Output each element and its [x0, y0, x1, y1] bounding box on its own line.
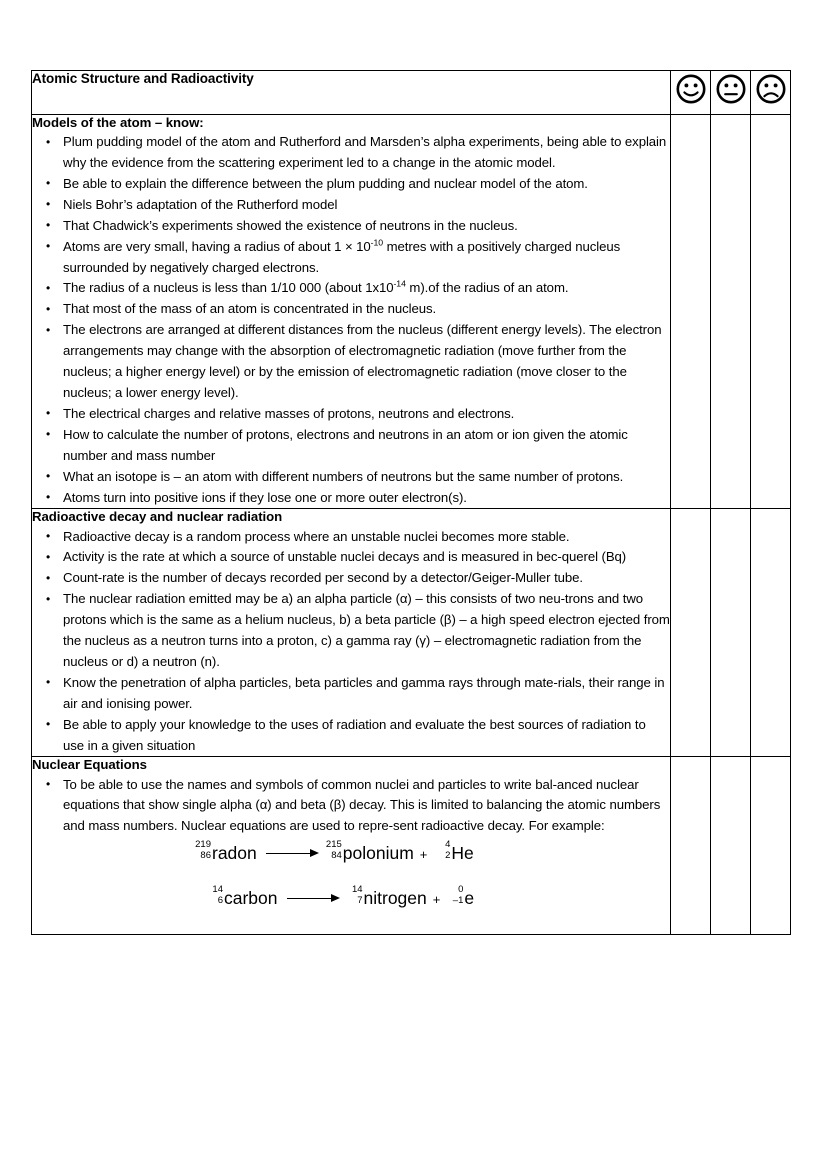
list-item: [32, 673, 670, 715]
rating-cell-confident[interactable]: [671, 757, 711, 935]
nuclear-equation: [32, 883, 670, 909]
list-item: [32, 195, 670, 216]
equations-spacer: [32, 908, 670, 934]
reaction-arrow-icon: [266, 848, 320, 860]
rating-cell-unsure[interactable]: [711, 115, 751, 509]
section-bullet-list: [32, 132, 670, 508]
list-item: [32, 237, 670, 279]
list-item: [32, 278, 670, 299]
nuclide-reactant: [207, 883, 278, 909]
nuclide-name: nitrogen: [363, 888, 427, 909]
page-title: Atomic Structure and Radioactivity: [32, 71, 254, 86]
list-item: [32, 299, 670, 320]
mass-number: 14: [351, 883, 363, 895]
nuclide-emitted-particle: [447, 883, 475, 909]
rating-cell-not-confident[interactable]: [751, 509, 791, 757]
list-item: [32, 404, 670, 425]
bullet-text: Be able to apply your knowledge to the uses of radiation and evaluate the best sources of radiation to use in a given situation: [63, 716, 646, 753]
section-content-cell: [32, 509, 671, 757]
reaction-arrow-icon: [287, 893, 341, 905]
list-item: [32, 174, 670, 195]
revision-checklist-table: [31, 70, 791, 935]
mass-number: 219: [195, 838, 211, 850]
plus-operator: +: [432, 891, 441, 907]
section-content-cell: [32, 115, 671, 509]
bullet-text: How to calculate the number of protons, electrons and neutrons in an atom or ion given the atomic number and mass number: [63, 426, 628, 463]
list-item: [32, 132, 670, 174]
list-item: [32, 527, 670, 548]
superscript-exponent: -10: [370, 237, 384, 248]
bullet-text: The electrical charges and relative masses of protons, neutrons and electrons.: [63, 405, 515, 421]
nuclide-reactant: [195, 838, 257, 864]
list-item: [32, 715, 670, 757]
section-heading: Nuclear Equations: [32, 757, 147, 773]
section-bullet-list: [32, 527, 670, 757]
rating-cell-confident[interactable]: [671, 115, 711, 509]
nuclide-product: [347, 883, 427, 909]
atomic-number: 6: [217, 894, 223, 906]
bullet-text: Atoms turn into positive ions if they lose one or more outer electron(s).: [63, 489, 467, 505]
list-item: [32, 425, 670, 467]
nuclide-name: carbon: [224, 888, 278, 909]
bullet-text: Count-rate is the number of decays recorded per second by a detector/Geiger-Muller tube.: [63, 570, 584, 586]
section-content-cell: [32, 757, 671, 935]
bullet-text: The electrons are arranged at different distances from the nucleus (different energy levels). The electron arrangements may change with the absorption of electromagnetic radiation (move further from the nucleus; a higher energy level) or by the emission of electromagnetic radiation (move closer to the nucleus; a lower energy level).: [63, 322, 662, 400]
bullet-text: m).of the radius of an atom.: [405, 280, 569, 296]
atomic-number: 2: [445, 849, 451, 861]
list-item: [32, 775, 670, 838]
atomic-number: –1: [452, 894, 464, 906]
bullet-text: What an isotope is – an atom with different numbers of neutrons but the same number of protons.: [63, 468, 624, 484]
list-item: [32, 547, 670, 568]
bullet-text: Atoms are very small, having a radius of about 1 × 10: [63, 238, 371, 254]
bullet-text: That most of the mass of an atom is concentrated in the nucleus.: [63, 301, 437, 317]
section-heading: Radioactive decay and nuclear radiation: [32, 509, 283, 525]
mass-number: 215: [325, 838, 342, 850]
superscript-exponent: -14: [393, 279, 406, 290]
nuclide-product: [325, 838, 414, 864]
list-item: [32, 467, 670, 488]
table-header-row: [32, 71, 791, 115]
neutral-face-icon: [715, 73, 747, 110]
bullet-text: The radius of a nucleus is less than 1/10 000 (about 1x10: [63, 280, 394, 296]
bullet-text: Niels Bohr’s adaptation of the Rutherford model: [63, 196, 338, 212]
list-item: [32, 320, 670, 404]
document-title-cell: [32, 71, 671, 115]
bullet-text: Be able to explain the difference between the plum pudding and nuclear model of the atom.: [63, 175, 588, 191]
list-item: [32, 216, 670, 237]
bullet-text: Plum pudding model of the atom and Rutherford and Marsden’s alpha experiments, being able to explain why the evidence from the scattering experiment led to a change in the atomic model.: [63, 134, 667, 170]
bullet-text: Activity is the rate at which a source of unstable nuclei decays and is measured in bec-querel (Bq): [63, 549, 627, 565]
rating-column-unsure[interactable]: [711, 71, 751, 115]
nuclide-name: radon: [212, 843, 257, 864]
rating-cell-confident[interactable]: [671, 509, 711, 757]
bullet-text: The nuclear radiation emitted may be a) an alpha particle (α) – this consists of two neu-trons and two protons which is the same as a helium nucleus, b) a beta particle (β) – a high speed electron ejected from the nucleus as a neutron turns into a proton, c) a gamma ray (γ) – electromagnetic radiation from the nucleus or d) a neutron (n).: [63, 591, 670, 669]
nuclear-equations-block: [32, 838, 670, 934]
nuclide-name: polonium: [342, 843, 414, 864]
rating-cell-not-confident[interactable]: [751, 115, 791, 509]
rating-cell-unsure[interactable]: [711, 757, 751, 935]
rating-column-not-confident[interactable]: [751, 71, 791, 115]
bullet-text: metres with a positively charged nucleus surrounded by negatively charged electrons.: [63, 238, 621, 275]
mass-number: 14: [212, 883, 223, 895]
atomic-number: 84: [331, 849, 342, 861]
section-row: [32, 757, 791, 935]
rating-cell-not-confident[interactable]: [751, 757, 791, 935]
nuclide-name: He: [451, 843, 474, 864]
atomic-number: 7: [357, 894, 363, 906]
bullet-text: Know the penetration of alpha particles, beta particles and gamma rays through mate-rials, their range in air and ionising power.: [63, 674, 665, 711]
rating-cell-unsure[interactable]: [711, 509, 751, 757]
nuclide-emitted-particle: [434, 838, 474, 864]
section-bullet-list: [32, 775, 670, 838]
section-row: [32, 509, 791, 757]
list-item: [32, 488, 670, 509]
section-heading: Models of the atom – know:: [32, 115, 204, 130]
bullet-text: That Chadwick’s experiments showed the existence of neutrons in the nucleus.: [63, 217, 518, 233]
plus-operator: +: [419, 846, 428, 862]
mass-number: 4: [445, 838, 451, 850]
bullet-text: To be able to use the names and symbols of common nuclei and particles to write bal-anced nuclear equations that show single alpha (α) and beta (β) decay. This is limited to balancing the atomic numbers and mass numbers. Nuclear equations are used to repre-sent radioactive decay. For example:: [63, 776, 661, 834]
section-row: [32, 115, 791, 509]
sad-face-icon: [755, 73, 787, 110]
mass-number: 0: [458, 883, 464, 895]
rating-column-confident[interactable]: [671, 71, 711, 115]
atomic-number: 86: [200, 849, 211, 861]
happy-face-icon: [675, 73, 707, 110]
list-item: [32, 568, 670, 589]
bullet-text: Radioactive decay is a random process where an unstable nuclei becomes more stable.: [63, 528, 570, 544]
nuclide-name: e: [464, 888, 475, 909]
nuclear-equation: [32, 838, 670, 864]
list-item: [32, 589, 670, 673]
